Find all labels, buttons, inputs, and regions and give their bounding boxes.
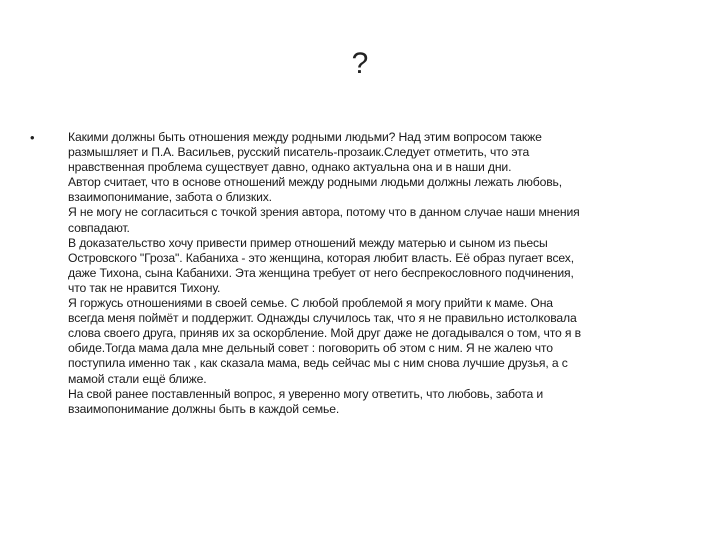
text-line: размышляет и П.А. Васильев, русский писатель-прозаик.Следует отметить, что эта (68, 145, 530, 160)
text-line: поступила именно так , как сказала мама, ведь сейчас мы с ним снова лучшие друзья, а с (68, 356, 568, 371)
text-line: даже Тихона, сына Кабанихи. Эта женщина требует от него беспрекословного подчинения, (68, 265, 574, 280)
text-line: нравственная проблема существует давно, однако актуальна она и в наши дни. (68, 160, 512, 175)
text-line: Какими должны быть отношения между родными людьми? Над этим вопросом также (68, 130, 542, 144)
bullet-marker: • (30, 130, 35, 145)
text-line: что так не нравится Тихону. (68, 280, 221, 295)
text-line: На свой ранее поставленный вопрос, я уверенно могу ответить, что любовь, забота и (68, 386, 543, 401)
text-line: обиде.Тогда мама дала мне дельный совет : поговорить об этом с ним. Я не жалею что (68, 341, 553, 356)
slide-title: ? (351, 47, 369, 80)
text-line: мамой стали ещё ближе. (68, 371, 207, 386)
text-line: взаимопонимание должны быть в каждой семье. (68, 401, 340, 416)
essay-text (68, 130, 688, 417)
text-line: взаимопонимание, забота о близких. (68, 190, 272, 205)
text-line: слова своего друга, приняв их за оскорбление. Мой друг даже не догадывался о том, что я в (68, 326, 581, 341)
text-line: Я горжусь отношениями в своей семье. С любой проблемой я могу прийти к маме. Она (68, 296, 553, 311)
text-line: совпадают. (68, 220, 130, 235)
text-line: всегда меня поймёт и поддержит. Однажды случилось так, что я не правильно истолковала (68, 311, 577, 326)
text-line: Островского "Гроза". Кабаниха - это женщина, которая любит власть. Её образ пугает всех, (68, 250, 574, 265)
text-line: Автор считает, что в основе отношений между родными людьми должны лежать любовь, (68, 175, 562, 190)
text-line: Я не могу не согласиться с точкой зрения автора, потому что в данном случае наши мнения (68, 205, 580, 220)
text-line: В доказательство хочу привести пример отношений между матерью и сыном из пьесы (68, 235, 548, 250)
